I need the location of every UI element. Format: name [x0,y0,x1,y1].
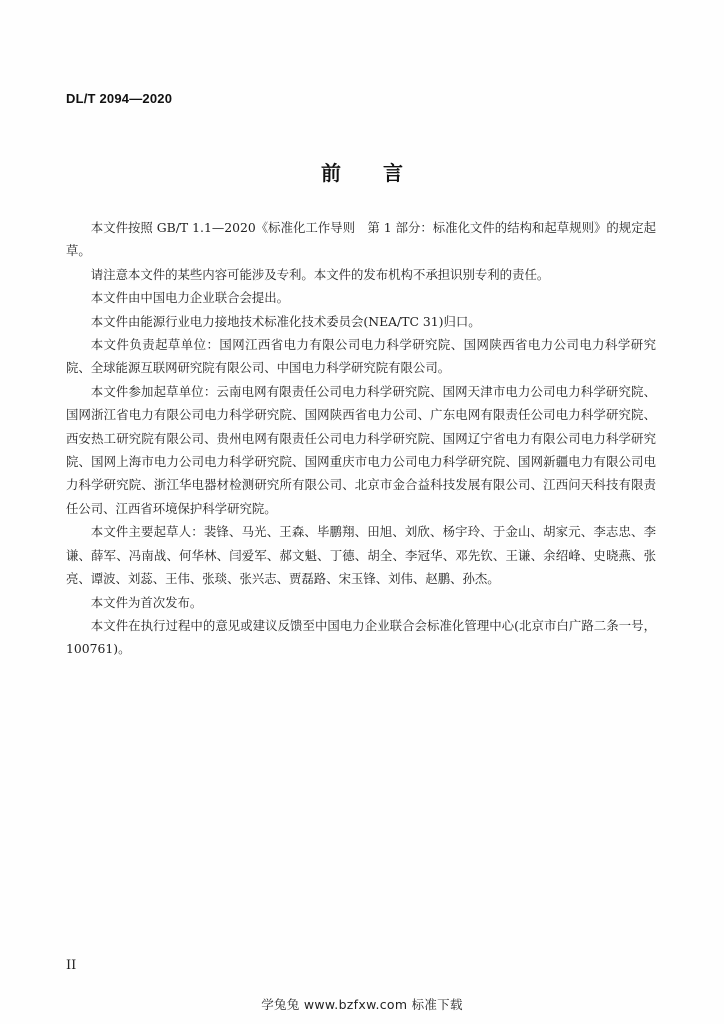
document-number: DL/T 2094—2020 [66,91,173,106]
paragraph-patent-notice: 请注意本文件的某些内容可能涉及专利。本文件的发布机构不承担识别专利的责任。 [90,266,550,282]
paragraph-main-drafters: 本文件主要起草人：裴锋、马光、王森、毕鹏翔、田旭、刘欣、杨宇玲、于金山、胡家元、李志忠、李谦、薛军、冯南战、何华林、闫爱军、郝文魁、丁德、胡全、李冠华、邓先钦、王谦、余绍峰、史晓燕、张亮、谭波、刘蕊、王伟、张琰、张兴志、贾磊路、宋玉锋、刘伟、赵鹏、孙杰。 [66,524,656,587]
foreword-body [66,216,656,661]
page-number: II [66,958,77,973]
paragraph-participating-units: 本文件参加起草单位：云南电网有限责任公司电力科学研究院、国网天津市电力公司电力科学研究院、国网浙江省电力有限公司电力科学研究院、国网陕西省电力公司、广东电网有限责任公司电力科学研究院、西安热工研究院有限公司、贵州电网有限责任公司电力科学研究院、国网辽宁省电力有限公司电力科学研究院、国网上海市电力公司电力科学研究院、国网重庆市电力公司电力科学研究院、国网新疆电力有限公司电力科学研究院、浙江华电器材检测研究所有限公司、北京市金合益科技发展有限公司、江西问天科技有限责任公司、江西省环境保护科学研究院。 [66,383,656,516]
page-title: 前言 [321,161,445,185]
paragraph-feedback: 本文件在执行过程中的意见或建议反馈至中国电力企业联合会标准化管理中心(北京市白广路二条一号，100761)。 [66,617,656,657]
paragraph-first-release: 本文件为首次发布。 [90,594,203,610]
site-watermark: 学兔兔 www.bzfxw.com 标准下载 [261,997,463,1012]
paragraph-drafting-rules: 本文件按照 GB/T 1.1—2020《标准化工作导则 第 1 部分：标准化文件的结构和起草规则》的规定起草。 [66,220,656,259]
paragraph-committee: 本文件由能源行业电力接地技术标准化技术委员会(NEA/TC 31)归口。 [90,313,481,329]
paragraph-proposer: 本文件由中国电力企业联合会提出。 [90,290,290,306]
paragraph-lead-drafting-units: 本文件负责起草单位：国网江西省电力有限公司电力科学研究院、国网陕西省电力公司电力科学研究院、全球能源互联网研究院有限公司、中国电力科学研究院有限公司。 [66,337,656,376]
